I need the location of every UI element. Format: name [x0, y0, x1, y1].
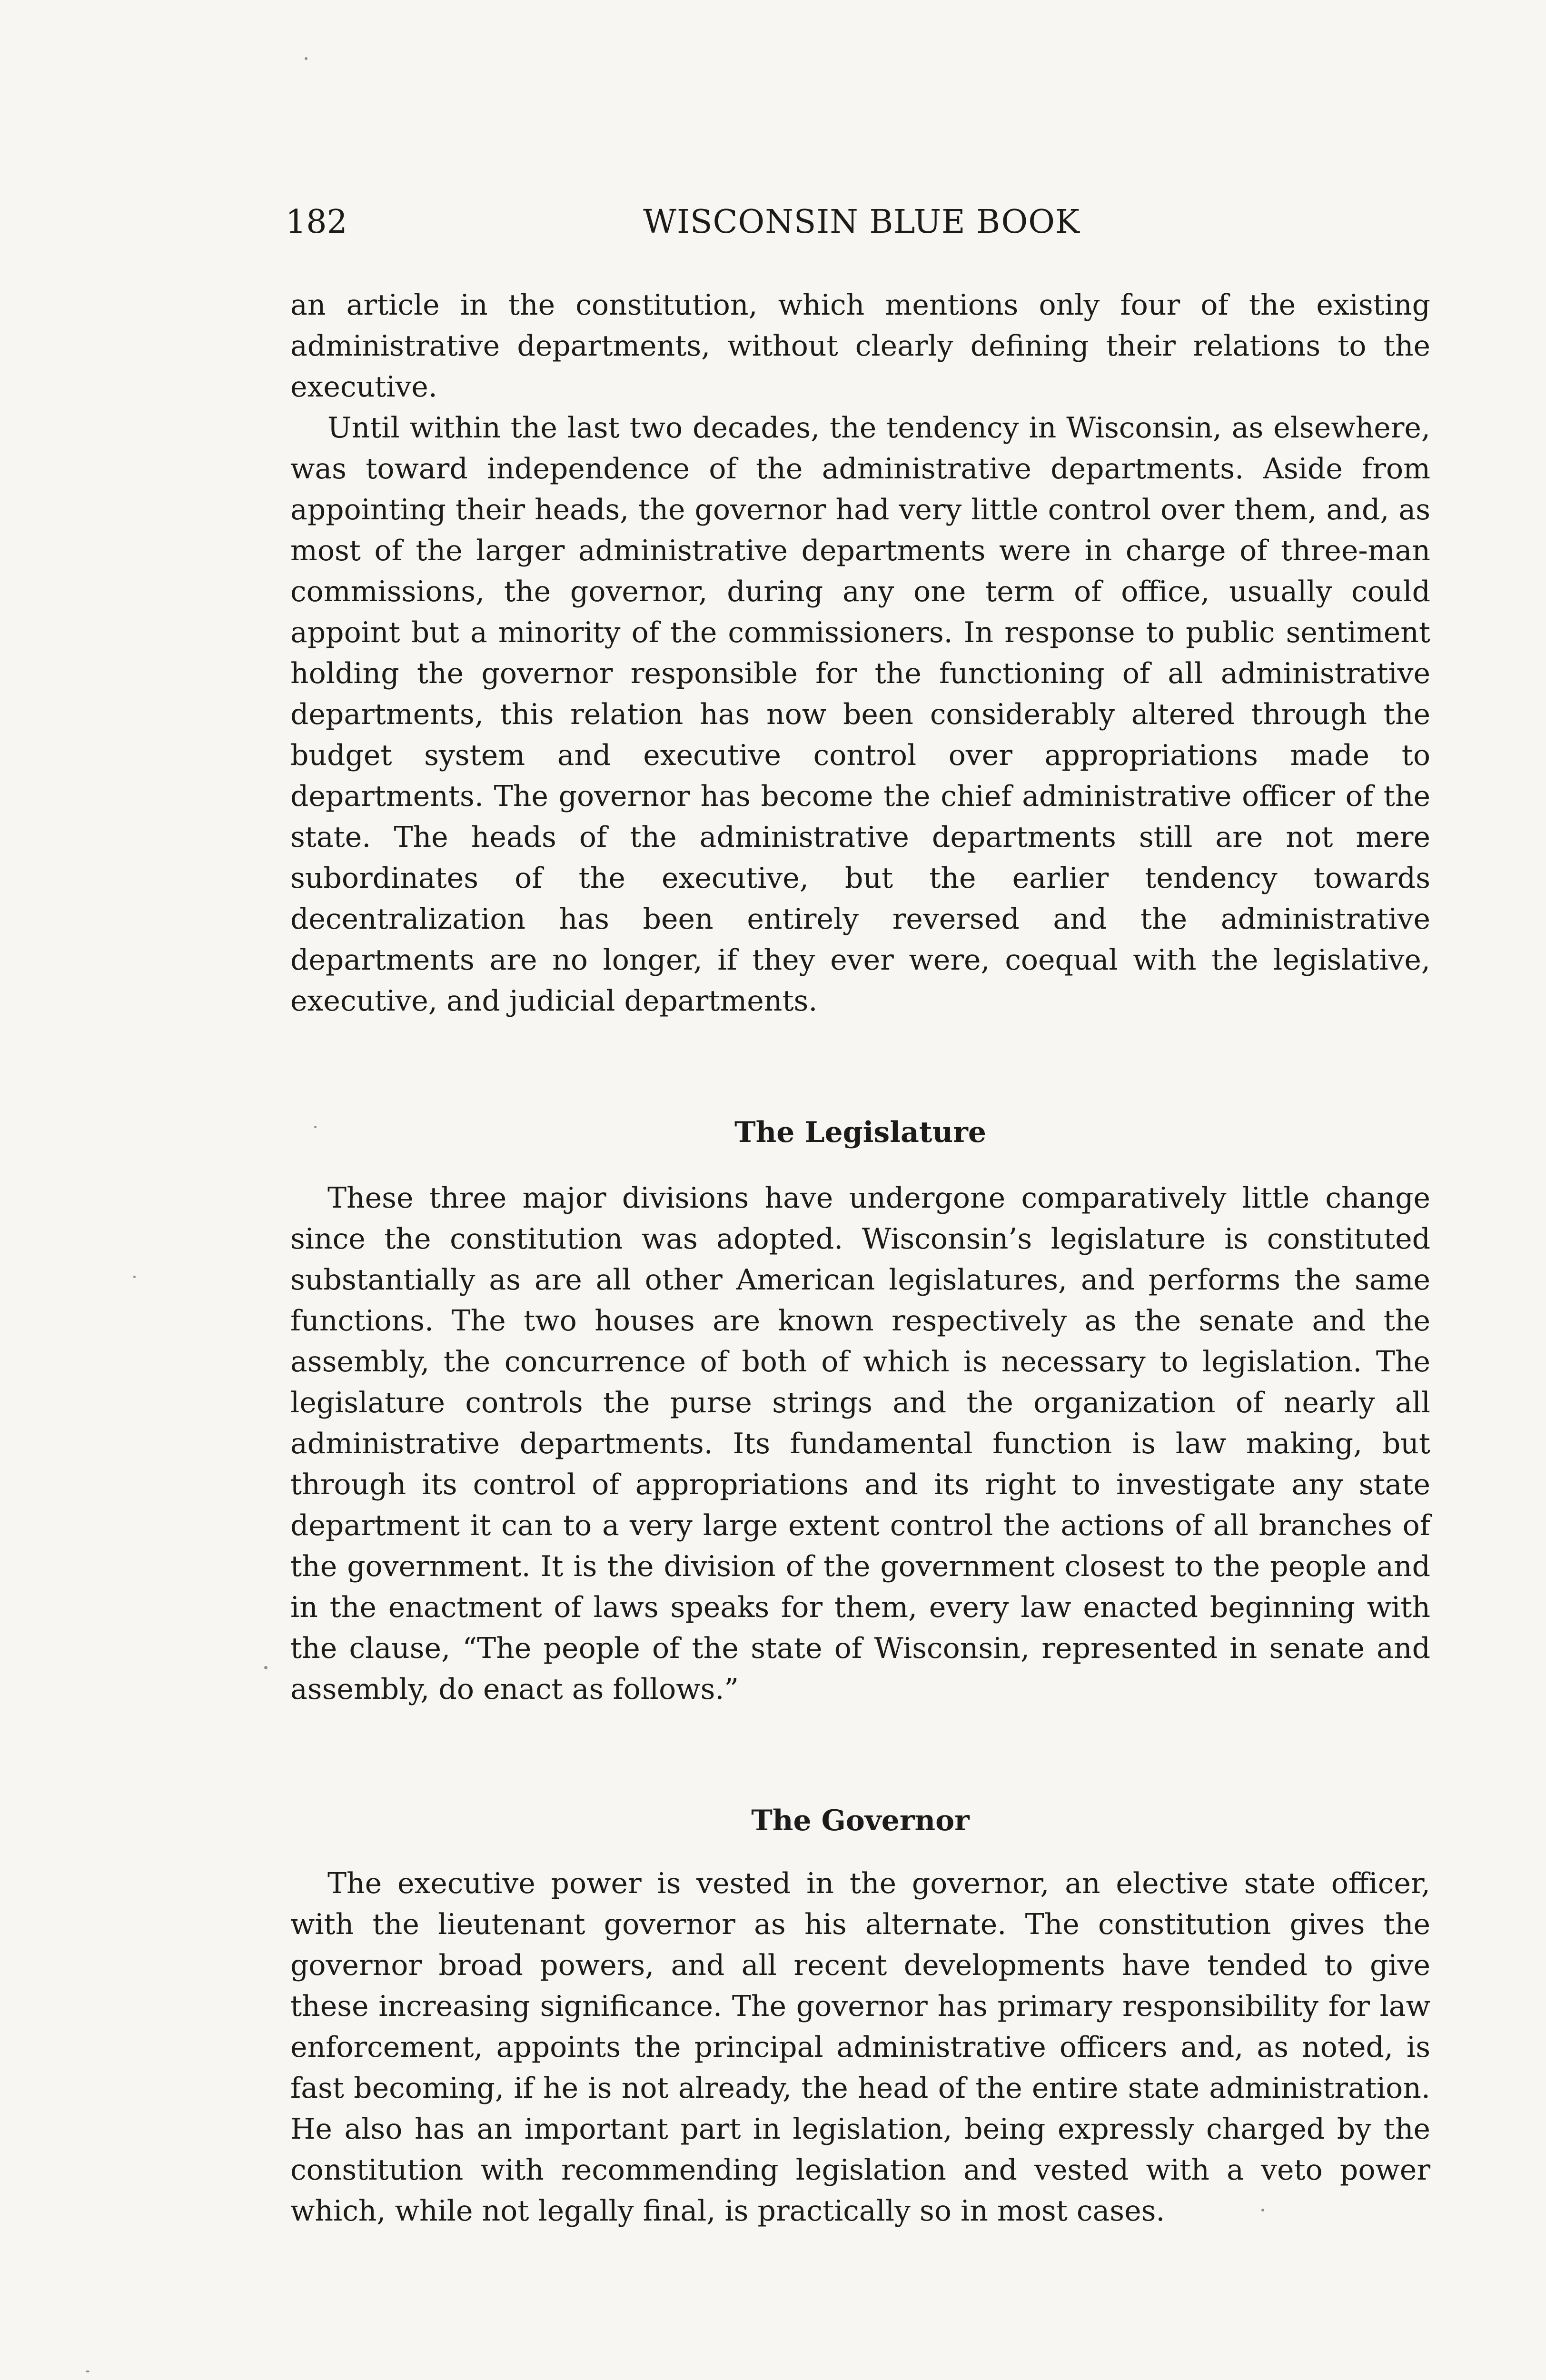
scan-speck: [1261, 2209, 1264, 2211]
scan-speck: [86, 2370, 89, 2372]
section-heading-governor: The Governor: [751, 1804, 970, 1837]
paragraph: The executive power is vested in the governor, an elective state officer, with the lieutenant governor as his alternate. The constitution gives the governor broad powers, and all recent developments have tended to give these increasing significance. The governor has primary responsibility for law enforcement, appoints the principal administrative officers and, as noted, is fast becoming, if he is not already, the head of the entire state administration. He also has an important part in legislation, being expressly charged by the constitution with recommending legislation and vested with a veto power which, while not legally final, is practically so in most cases.: [290, 1867, 1430, 2228]
paragraph: These three major divisions have undergone comparatively little change since the constitution was adopted. Wisconsin’s legislature is constituted substantially as are all other American legislatures, and performs the same functions. The two houses are known respectively as the senate and the assembly, the concurrence of both of which is necessary to legislation. The legislature controls the purse strings and the organization of nearly all administrative departments. Its fundamental function is law making, but through its control of appropriations and its right to investigate any state department it can to a very large extent control the actions of all branches of the government. It is the division of the government closest to the people and in the enactment of laws speaks for them, every law enacted beginning with the clause, “The people of the state of Wisconsin, represented in senate and assembly, do enact as follows.”: [290, 1181, 1430, 1706]
paragraph: an article in the constitution, which mentions only four of the existing administrative departments, without clearly defining their relations to the executive.: [290, 288, 1430, 404]
scan-speck: [314, 1126, 317, 1128]
page-number: 182: [286, 203, 347, 241]
paragraph: Until within the last two decades, the tendency in Wisconsin, as elsewhere, was toward independence of the administrative departments. Aside from appointing their heads, the governor had very little control over them, and, as most of the larger administrative departments were in charge of three-man commissions, the governor, during any one term of office, usually could appoint but a minority of the commissioners. In response to public sentiment holding the governor responsible for the functioning of all administrative departments, this relation has now been considerably altered through the budget system and executive control over appropriations made to departments. The governor has become the chief administrative officer of the state. The heads of the administrative departments still are not mere subordinates of the executive, but the earlier tendency towards decentralization has been entirely reversed and the administrative departments are no longer, if they ever were, coequal with the legislative, executive, and judicial departments.: [290, 411, 1430, 1018]
book-title: WISCONSIN BLUE BOOK: [643, 203, 1080, 241]
intro-text-block: [290, 285, 1430, 1021]
governor-text-block: [290, 1863, 1430, 2231]
scan-speck: [305, 57, 307, 60]
section-heading-legislature: The Legislature: [734, 1116, 986, 1149]
running-head: [286, 196, 1437, 248]
legislature-text-block: [290, 1178, 1430, 1710]
scan-speck: [264, 1666, 268, 1669]
scan-speck: [133, 1276, 136, 1278]
